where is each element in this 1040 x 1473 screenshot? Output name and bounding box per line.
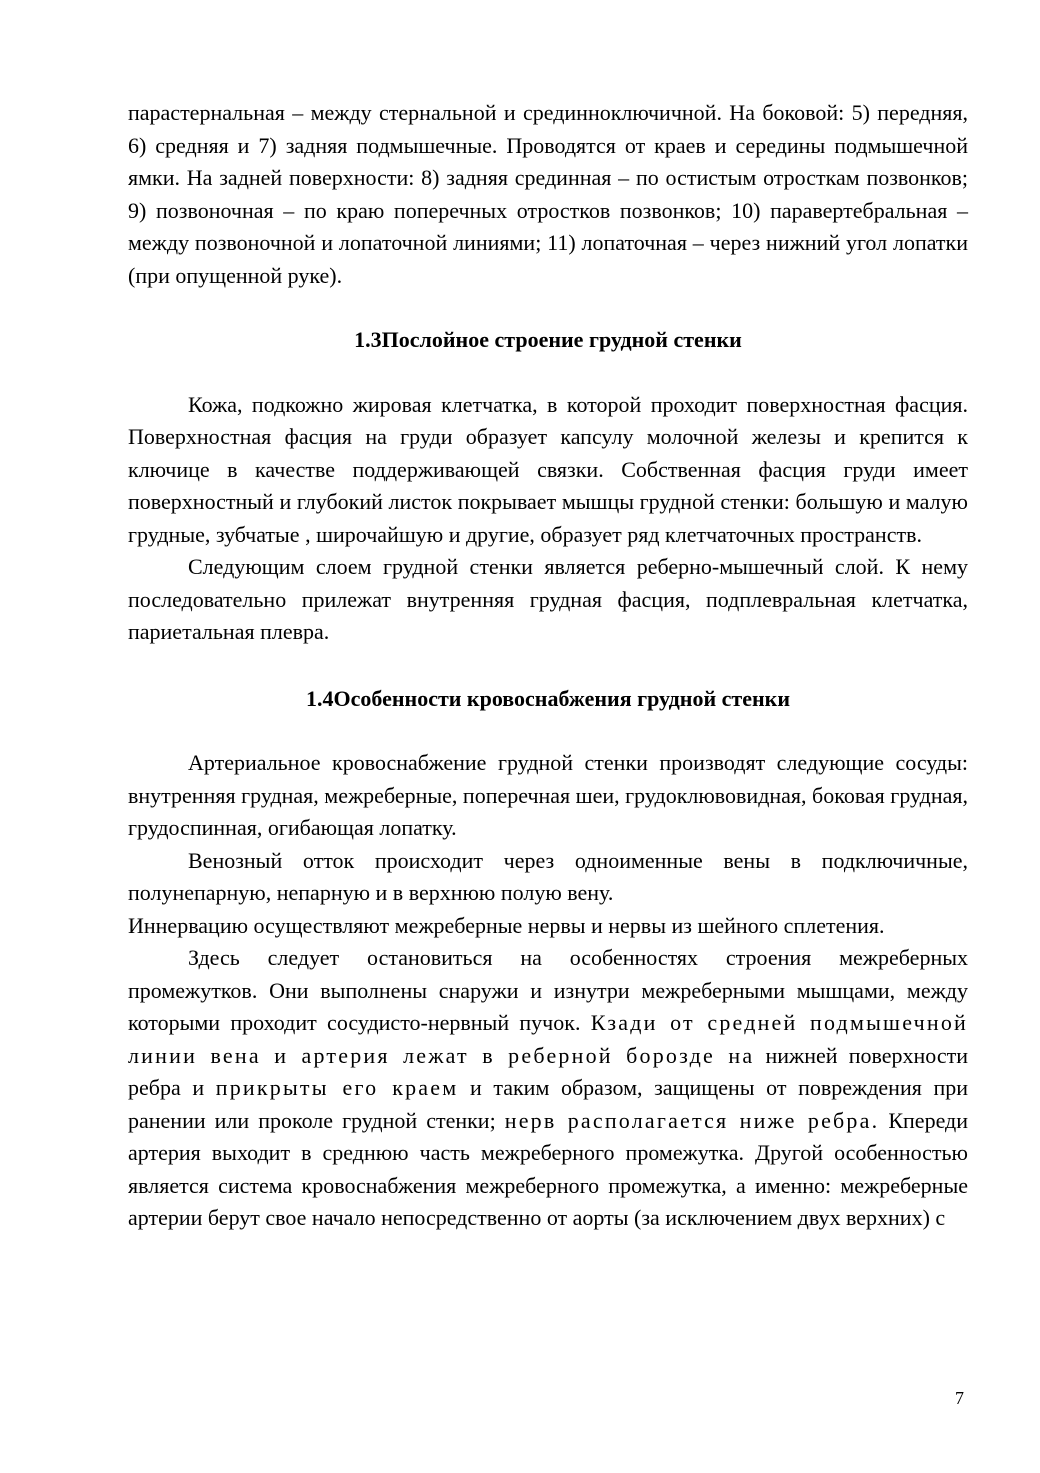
paragraph-arterial-supply: Артериальное кровоснабжение грудной стенки производят следующие сосуды: внутренняя грудная, межреберные, поперечная шеи, грудоклювовидная, боковая грудная, грудоспинная, огибающая лопатку.	[128, 750, 968, 840]
section-heading-1-3: 1.3Послойное строение грудной стенки	[354, 327, 742, 352]
text-run-spaced: нерв располагается ниже ребра.	[504, 1107, 880, 1133]
page-number: 7	[955, 1388, 964, 1408]
text-run: нижней поверхности ребра и	[128, 1042, 968, 1100]
paragraph-venous-drainage: Венозный отток происходит через одноименные вены в подключичные, полунепарную, непарную и в верхнюю полую вену.	[128, 847, 968, 905]
section-heading-1-4: 1.4Особенности кровоснабжения грудной стенки	[305, 685, 790, 711]
document-page	[128, 97, 968, 1235]
paragraph-rib-muscle-layer: Следующим слоем грудной стенки является реберно-мышечный слой. К нему последовательно прилежат внутренняя грудная фасция, подплевральная клетчатка, париетальная плевра.	[128, 554, 968, 644]
text-run: Кпереди артерия выходит в среднюю часть межреберного промежутка. Другой особенностью является система кровоснабжения межреберного промежутка, а именно: межреберные артерии берут свое начало непосредственно от аорты (за исключением двух верхних) с	[128, 1107, 969, 1230]
text-run: Здесь следует остановиться на особенностях строения межреберных промежутков. Они выполнены снаружи и изнутри межреберными мышцами, между которыми проходит сосудисто-нервный пучок.	[128, 945, 968, 1035]
text-run-spaced: прикрыты его краем	[215, 1075, 459, 1100]
paragraph-skin-fascia: Кожа, подкожно жировая клетчатка, в которой проходит поверхностная фасция. Поверхностная фасция на груди образует капсулу молочной железы и крепится к ключице в качестве поддерживающей связки. Собственная фасция груди имеет поверхностный и глубокий листок покрывает мышцы грудной стенки: большую и малую грудные, зубчатые , широчайшую и другие, образует ряд клетчаточных пространств.	[128, 391, 968, 547]
text-run: и таким образом, защищены от повреждения при ранении или проколе грудной стенки;	[128, 1075, 968, 1133]
paragraph-intercostal-spaces	[128, 942, 968, 1235]
text-run-spaced: Кзади от средней подмышечной линии вена и артерия лежат в реберной борозде на	[128, 1010, 969, 1068]
paragraph-innervation: Иннервацию осуществляют межреберные нервы и нервы из шейного сплетения.	[128, 912, 885, 938]
paragraph-lines-continued: парастернальная – между стернальной и срединноключичной. На боковой: 5) передняя, 6) средняя и 7) задняя подмышечные. Проводятся от краев и середины подмышечной ямки. На задней поверхности: 8) задняя срединная – по остистым отросткам позвонков; 9) позвоночная – по краю поперечных отростков позвонков; 10) паравертебральная – между позвоночной и лопаточной линиями; 11) лопаточная – через нижний угол лопатки (при опущенной руке).	[128, 100, 968, 288]
